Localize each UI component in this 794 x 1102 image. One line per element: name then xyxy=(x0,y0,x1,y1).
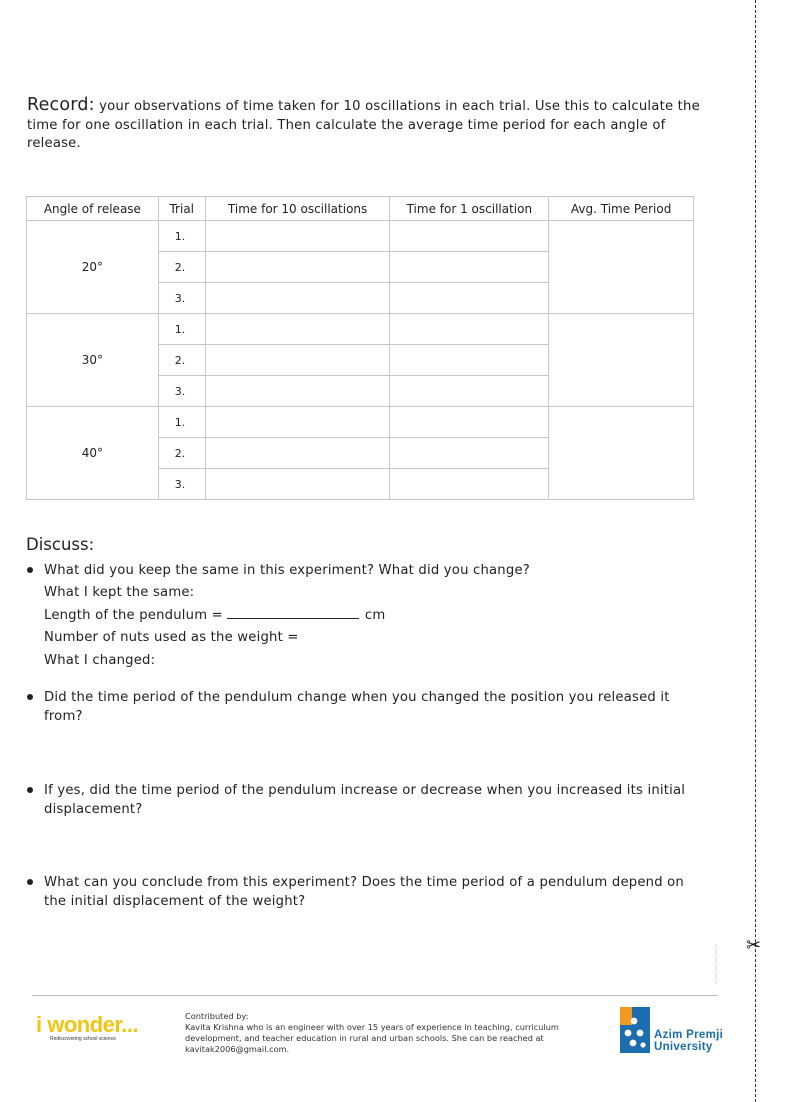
discuss-heading: Discuss: xyxy=(26,535,95,554)
question-4: What can you conclude from this experiment? Does the time period of a pendulum depend on the initial displacement of the weight? xyxy=(44,875,684,909)
time-10-cell[interactable] xyxy=(205,283,390,314)
bullet-icon xyxy=(27,567,33,573)
time-10-cell[interactable] xyxy=(205,469,390,500)
time-1-cell[interactable] xyxy=(390,283,549,314)
trial-cell: 3. xyxy=(158,376,205,407)
question-1: What did you keep the same in this experiment? What did you change? xyxy=(44,563,530,578)
changed-label: What I changed: xyxy=(44,653,156,668)
time-1-cell[interactable] xyxy=(390,314,549,345)
time-1-cell[interactable] xyxy=(390,252,549,283)
university-line-1: Azim Premji xyxy=(654,1029,724,1041)
time-10-cell[interactable] xyxy=(205,221,390,252)
length-line xyxy=(44,607,385,625)
time-10-cell[interactable] xyxy=(205,314,390,345)
logo-tagline: Rediscovering school science xyxy=(50,1036,116,1042)
length-label: Length of the pendulum = xyxy=(44,608,223,623)
kept-same-label: What I kept the same: xyxy=(44,585,195,600)
observations-table xyxy=(26,196,694,500)
table-row xyxy=(27,221,694,252)
record-text: your observations of time taken for 10 oscillations in each trial. Use this to calculate the time for one oscillation in each trial. Then calculate the average time period for each angle of release. xyxy=(27,99,700,151)
table-header-row xyxy=(27,197,694,221)
table-row xyxy=(27,407,694,438)
trial-cell: 2. xyxy=(158,438,205,469)
angle-cell: 30° xyxy=(27,314,159,407)
time-10-cell[interactable] xyxy=(205,252,390,283)
bullet-icon xyxy=(27,879,33,885)
trial-cell: 1. xyxy=(158,221,205,252)
header-angle: Angle of release xyxy=(27,197,159,221)
contributed-by-label: Contributed by: xyxy=(185,1011,249,1021)
question-3: If yes, did the time period of the pendulum increase or decrease when you increased its initial displacement? xyxy=(44,783,686,817)
header-avg: Avg. Time Period xyxy=(549,197,694,221)
contributor-text: Kavita Krishna who is an engineer with over 15 years of experience in teaching, curriculum development, and teacher education in rural and urban schools. She can be reached at kavitak2006@gmail.com. xyxy=(185,1022,559,1054)
record-instructions xyxy=(27,96,717,154)
bullet-icon xyxy=(27,787,33,793)
table-row xyxy=(27,314,694,345)
university-line-2: University xyxy=(654,1040,713,1053)
trial-cell: 1. xyxy=(158,314,205,345)
time-1-cell[interactable] xyxy=(390,407,549,438)
record-heading: Record: xyxy=(27,95,95,115)
time-1-cell[interactable] xyxy=(390,345,549,376)
length-blank[interactable] xyxy=(227,607,359,619)
bullet-icon xyxy=(27,694,33,700)
avg-cell[interactable] xyxy=(549,314,694,407)
time-1-cell[interactable] xyxy=(390,469,549,500)
iwonder-logo xyxy=(36,1014,138,1043)
logo-text: i wonder... xyxy=(36,1012,139,1037)
time-1-cell[interactable] xyxy=(390,221,549,252)
scissors-icon: ✂ xyxy=(746,935,762,956)
contributor-block xyxy=(185,1011,565,1055)
trial-cell: 3. xyxy=(158,469,205,500)
length-unit: cm xyxy=(364,608,386,623)
time-1-cell[interactable] xyxy=(390,438,549,469)
avg-cell[interactable] xyxy=(549,407,694,500)
time-10-cell[interactable] xyxy=(205,407,390,438)
university-name xyxy=(654,1030,723,1053)
time-10-cell[interactable] xyxy=(205,345,390,376)
question-2: Did the time period of the pendulum change when you changed the position you released it from? xyxy=(44,690,670,724)
time-10-cell[interactable] xyxy=(205,376,390,407)
header-trial: Trial xyxy=(158,197,205,221)
trial-cell: 2. xyxy=(158,345,205,376)
trial-cell: 1. xyxy=(158,407,205,438)
nuts-label: Number of nuts used as the weight = xyxy=(44,630,299,645)
header-time-1: Time for 1 oscillation xyxy=(390,197,549,221)
header-time-10: Time for 10 oscillations xyxy=(205,197,390,221)
angle-cell: 20° xyxy=(27,221,159,314)
angle-cell: 40° xyxy=(27,407,159,500)
avg-cell[interactable] xyxy=(549,221,694,314)
time-10-cell[interactable] xyxy=(205,438,390,469)
footer-divider xyxy=(32,995,718,996)
time-1-cell[interactable] xyxy=(390,376,549,407)
trial-cell: 3. xyxy=(158,283,205,314)
printer-mark xyxy=(712,945,720,985)
trial-cell: 2. xyxy=(158,252,205,283)
